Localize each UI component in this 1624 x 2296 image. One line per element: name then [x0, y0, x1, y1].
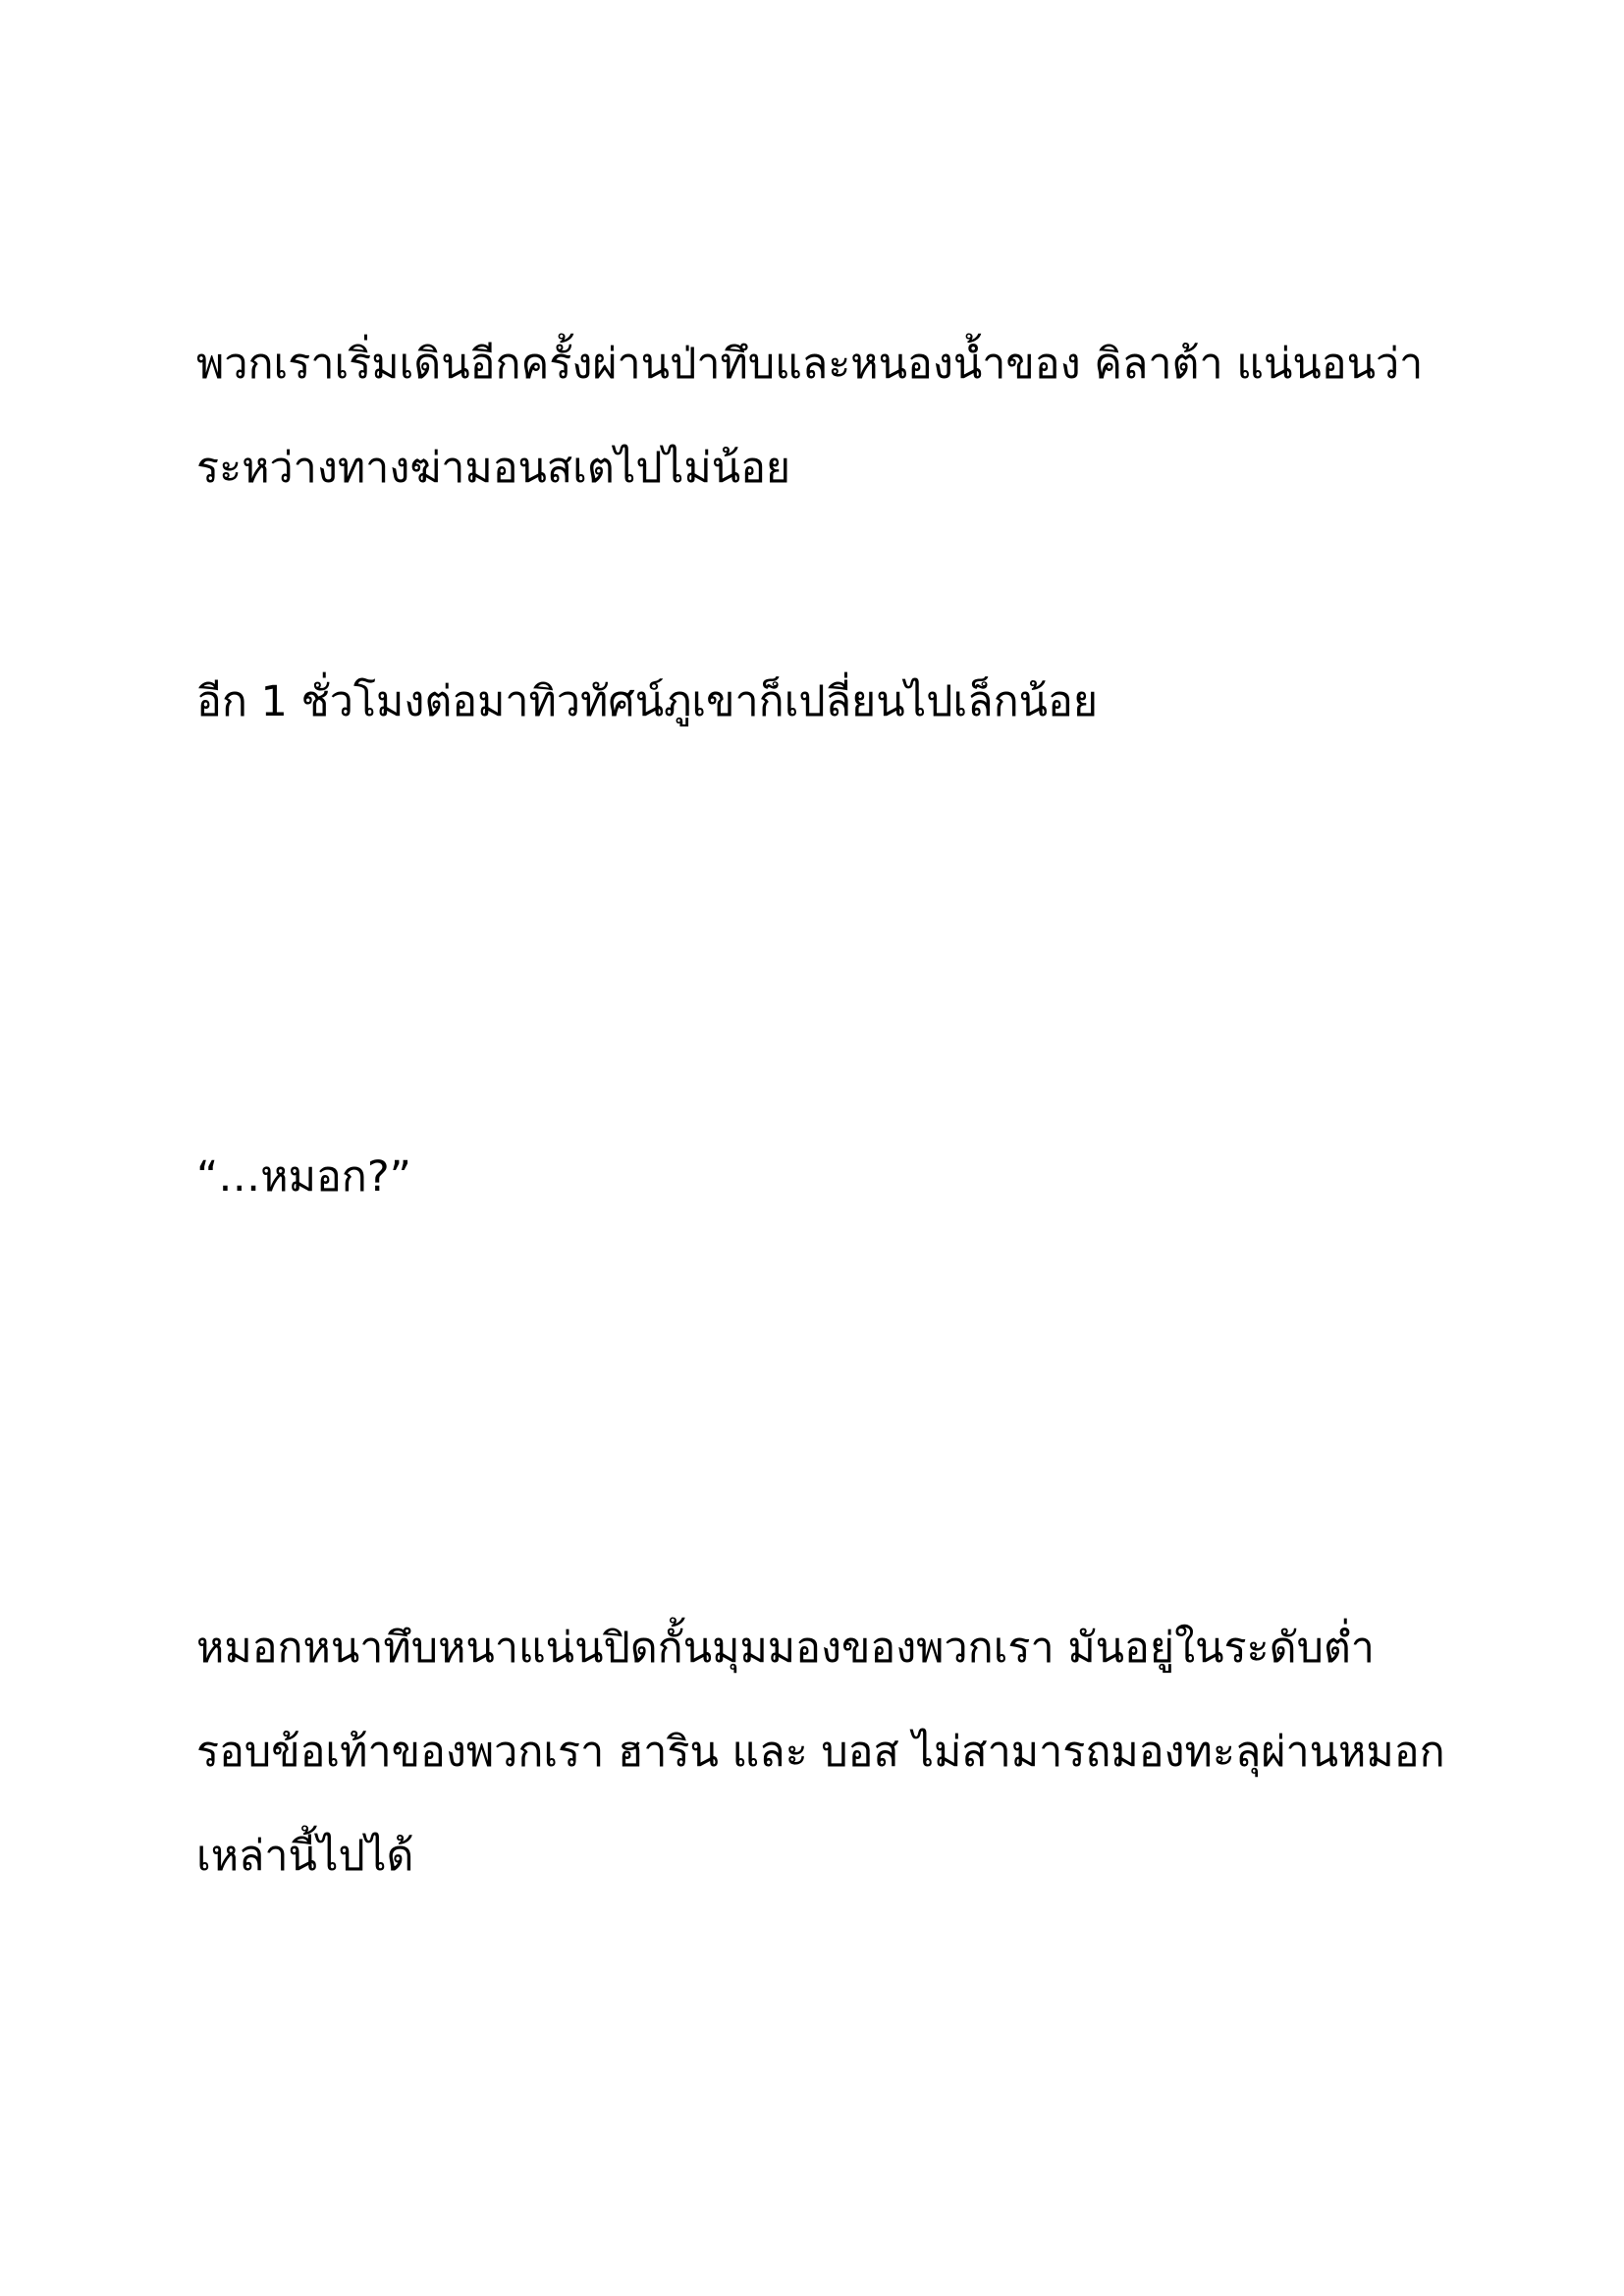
text-line: ระหว่างทางฆ่ามอนสเตไปไม่น้อย: [196, 444, 791, 493]
text-line: “…หมอก?”: [196, 1152, 411, 1201]
paragraph-2: [196, 650, 1453, 754]
text-line: รอบข้อเท้าของพวกเรา ฮาริน และ บอส ไม่สามารถมองทะลุผ่านหมอก: [196, 1728, 1445, 1777]
text-line: หมอกหนาทึบหนาแน่นปิดกั้นมุมมองของพวกเรา มันอยู่ในระดับต่ำ: [196, 1624, 1375, 1673]
text-line: พวกเราเริ่มเดินอีกครั้งผ่านป่าทึบและหนองน้ำของ คิลาต้า แน่นอนว่า: [196, 340, 1424, 389]
paragraph-3-dialogue: [196, 1125, 1453, 1229]
text-line: อีก 1 ชั่วโมงต่อมาทิวทัศน์ภูเขาก็เปลี่ยนไปเล็กน้อย: [196, 677, 1099, 726]
paragraph-1: [196, 312, 1453, 520]
paragraph-4: [196, 1596, 1453, 1908]
text-line: เหล่านี้ไปได้: [196, 1832, 414, 1881]
